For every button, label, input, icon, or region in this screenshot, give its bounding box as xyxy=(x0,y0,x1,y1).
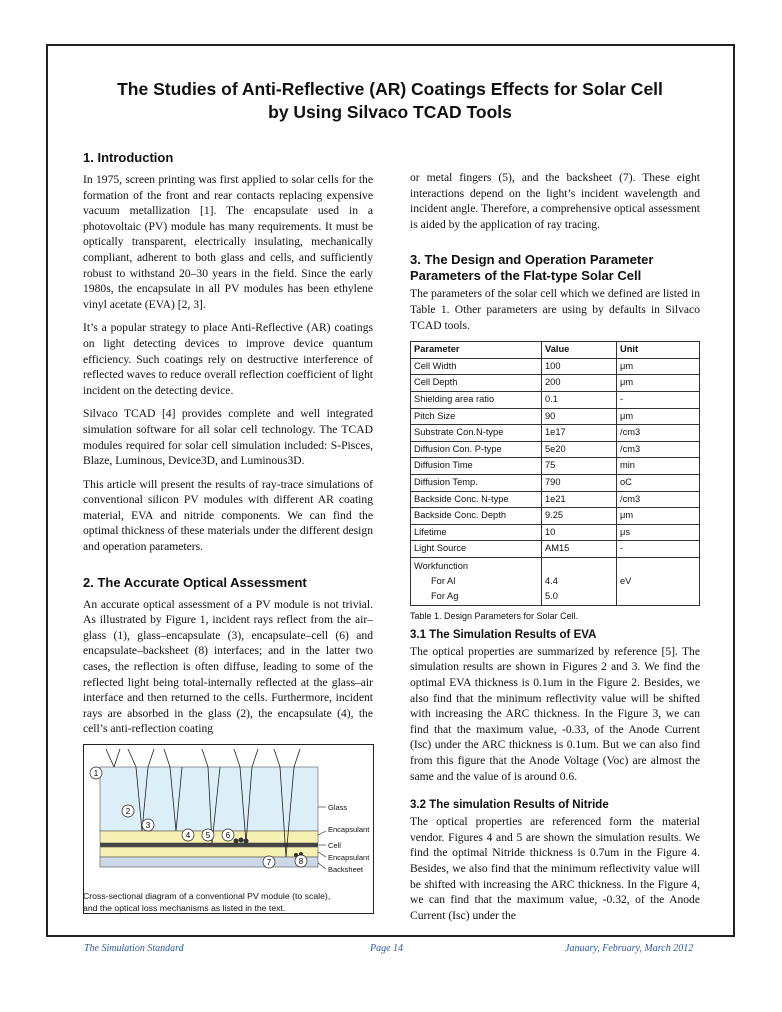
table-cell: 200 xyxy=(542,375,617,392)
svg-text:Encapsulant: Encapsulant xyxy=(328,853,370,862)
table-cell: Cell Depth xyxy=(411,375,542,392)
intro-paragraph-1: In 1975, screen printing was first applied to solar cells for the formation of the front and rear contacts replacing expensive vacuum metallization [1]. The encapsulate used in a photovoltaic (PV) module has many requirements. It must be optically transparent, electrically insulating, mechanically compliant, adherent to both glass and cells, and sufficiently robust to withstand 20–30 years in the field. Since the early 1980s, the encapsulate in all PV modules has been ethylene vinyl acetate (EVA) [2, 3]. xyxy=(83,173,373,311)
table-cell: Substrate Con.N-type xyxy=(411,425,542,442)
table-body xyxy=(411,358,700,605)
svg-text:8: 8 xyxy=(298,857,304,866)
article-title xyxy=(60,78,720,124)
optical-paragraph-1: An accurate optical assessment of a PV module is not trivial. As illustrated by Figure 1, incident rays reflect from the air–glass (1), glass–encapsulate (3), encapsulate–cell (6) and encapsulate–backsheet (8) interfaces; and in the latter two cases, the reflection is often diffuse, leading to some of the reflected light being total-internally reflected at the glass–air interface and then returned to the cells. Furthermore, incident rays are absorbed in the glass (2), the encapsulate (4), the cell’s anti-reflection coating xyxy=(83,597,373,736)
workfunction-label: Workfunction xyxy=(414,560,469,571)
table-row xyxy=(411,508,700,525)
nitride-paragraph: The optical properties are referenced form the material vendor. Figures 4 and 5 are shown the simulation results. We find the optimal Nitride thickness is 0.7um in the Figure 4. Besides, we also find that the minimum reflectivity value will be shifted with increasing the ARC thickness. In the Figure 4, we can find that the maximum value, -0.32, of the Anode Current (Isc) under the xyxy=(410,815,700,922)
svg-text:1: 1 xyxy=(93,769,99,778)
intro-paragraph-4: This article will present the results of ray-trace simulations of conventional silicon PV modules with different AR coating material, EVA and nitride components. We can find the optimal thickness of these materials under the different design and operation parameters. xyxy=(83,477,373,554)
section-2-heading: 2. The Accurate Optical Assessment xyxy=(83,574,307,590)
table-row xyxy=(411,375,700,392)
svg-text:2: 2 xyxy=(125,807,131,816)
table-cell: oC xyxy=(617,474,700,491)
table-cell: 1e17 xyxy=(542,425,617,442)
figure-1-box xyxy=(83,744,374,914)
table-cell: min xyxy=(617,458,700,475)
table-row xyxy=(411,491,700,508)
table-row xyxy=(411,408,700,425)
intro-paragraph-2: It’s a popular strategy to place Anti-Reflective (AR) coatings on light detecting devices to improve device quantum efficiency. Such coatings rely on destructive interference of reflected waves to reduce overall reflection coefficient of light incident on the detecting device. xyxy=(83,321,373,397)
svg-text:Backsheet: Backsheet xyxy=(328,865,364,874)
footer-date: January, February, March 2012 xyxy=(565,943,694,954)
workfunction-al-label: For Al xyxy=(431,575,456,586)
table-cell: Backside Conc. Depth xyxy=(411,508,542,525)
table-row-workfunction xyxy=(411,557,700,605)
table-cell: Light Source xyxy=(411,541,542,558)
left-column xyxy=(83,150,373,745)
figure-1-caption xyxy=(83,890,383,914)
table-cell: - xyxy=(617,391,700,408)
table-row xyxy=(411,541,700,558)
figure-caption-line-1: Cross-sectional diagram of a conventional PV module (to scale), xyxy=(83,891,331,901)
table-cell: μm xyxy=(617,408,700,425)
svg-text:4: 4 xyxy=(185,831,191,840)
section-3-heading xyxy=(410,252,700,284)
table-row xyxy=(411,524,700,541)
table-cell: Diffusion Con. P-type xyxy=(411,441,542,458)
title-line-2: by Using Silvaco TCAD Tools xyxy=(268,102,512,122)
table-cell: AM15 xyxy=(542,541,617,558)
table-row xyxy=(411,474,700,491)
svg-text:5: 5 xyxy=(205,831,211,840)
title-line-1: The Studies of Anti-Reflective (AR) Coatings Effects for Solar Cell xyxy=(117,79,663,99)
table-row xyxy=(411,425,700,442)
table-row xyxy=(411,458,700,475)
glass-layer xyxy=(100,767,318,831)
table-cell: μs xyxy=(617,524,700,541)
footer-publication: The Simulation Standard xyxy=(84,943,184,954)
table-cell: /cm3 xyxy=(617,441,700,458)
pv-module-diagram xyxy=(84,745,373,890)
table-cell: Backside Conc. N-type xyxy=(411,491,542,508)
section-3-2-heading: 3.2 The simulation Results of Nitride xyxy=(410,799,609,812)
column-header: Value xyxy=(542,342,617,359)
optical-paragraph-continued: or metal fingers (5), and the backsheet (7). These eight interactions depend on the light’s incident wavelength and incident angle. Therefore, a comprehensive optical assessment is aided by the application of ray tracing. xyxy=(410,171,700,231)
table-row xyxy=(411,358,700,375)
svg-text:6: 6 xyxy=(225,831,231,840)
parameters-table xyxy=(410,341,700,606)
table-cell: Lifetime xyxy=(411,524,542,541)
svg-text:7: 7 xyxy=(266,858,272,867)
table-cell: μm xyxy=(617,358,700,375)
table-cell: 90 xyxy=(542,408,617,425)
table-cell: /cm3 xyxy=(617,491,700,508)
table-cell xyxy=(617,557,700,605)
table-row xyxy=(411,391,700,408)
footer-page-number: Page 14 xyxy=(370,943,404,954)
table-caption: Table 1. Design Parameters for Solar Cell. xyxy=(410,610,579,621)
svg-text:Encapsulant: Encapsulant xyxy=(328,825,370,834)
table-cell xyxy=(411,557,542,605)
intro-paragraph-3: Silvaco TCAD [4] provides complete and well integrated simulation software for all solar cell technology. The TCAD modules required for solar cell simulation included: S-Pisces, Blaze, Luminous, Device3D, and Luminous3D. xyxy=(83,407,373,468)
table-cell: 9.25 xyxy=(542,508,617,525)
workfunction-al-value: 4.4 xyxy=(545,575,558,586)
table-cell: 75 xyxy=(542,458,617,475)
svg-text:Cell: Cell xyxy=(328,841,341,850)
table-header-row xyxy=(411,342,700,359)
eva-paragraph: The optical properties are summarized by reference [5]. The simulation results are shown in Figures 2 and 3. We find the optimal EVA thickness is 0.1um in the Figure 2. Besides, we also find that the minimum reflectivity value will be shifted with increasing the ARC thickness. In the Figure 3, we can find that the maximum value, -0.33, of the Anode Current (Isc) under the ARC thickness is 0.1um. But we can also find from this figure that the Anode Voltage (Voc) are almost the same and the value of is around 0.6. xyxy=(410,644,700,783)
table-cell: /cm3 xyxy=(617,425,700,442)
workfunction-unit: eV xyxy=(620,575,632,586)
column-header: Parameter xyxy=(411,342,542,359)
workfunction-ag-value: 5.0 xyxy=(545,590,558,601)
table-cell: 790 xyxy=(542,474,617,491)
table-cell: μm xyxy=(617,375,700,392)
section-3-heading-line-2: Parameters of the Flat-type Solar Cell xyxy=(410,268,642,284)
layer-labels xyxy=(318,803,370,874)
section-3-heading-line-1: 3. The Design and Operation Parameter xyxy=(410,252,654,268)
table-cell: Cell Width xyxy=(411,358,542,375)
table-cell: μm xyxy=(617,508,700,525)
column-header: Unit xyxy=(617,342,700,359)
figure-caption-line-2: and the optical loss mechanisms as listed in the text. xyxy=(83,903,286,913)
right-column xyxy=(410,170,700,931)
svg-text:Glass: Glass xyxy=(328,803,348,812)
table-cell: Diffusion Time xyxy=(411,458,542,475)
table-row xyxy=(411,441,700,458)
table-cell: 100 xyxy=(542,358,617,375)
table-cell: Diffusion Temp. xyxy=(411,474,542,491)
backsheet-layer xyxy=(100,857,318,867)
table-cell: - xyxy=(617,541,700,558)
table-cell: 1e21 xyxy=(542,491,617,508)
table-cell: Pitch Size xyxy=(411,408,542,425)
section-1-heading: 1. Introduction xyxy=(83,150,174,165)
table-cell: 5e20 xyxy=(542,441,617,458)
table-cell: Shielding area ratio xyxy=(411,391,542,408)
workfunction-ag-label: For Ag xyxy=(431,590,459,601)
svg-text:3: 3 xyxy=(145,821,151,830)
table-cell: 10 xyxy=(542,524,617,541)
table-cell: 0.1 xyxy=(542,391,617,408)
design-paragraph: The parameters of the solar cell which we defined are listed in Table 1. Other parameters are using by defaults in Silvaco TCAD tools. xyxy=(410,287,700,332)
table-cell xyxy=(542,557,617,605)
section-3-1-heading: 3.1 The Simulation Results of EVA xyxy=(410,628,597,641)
